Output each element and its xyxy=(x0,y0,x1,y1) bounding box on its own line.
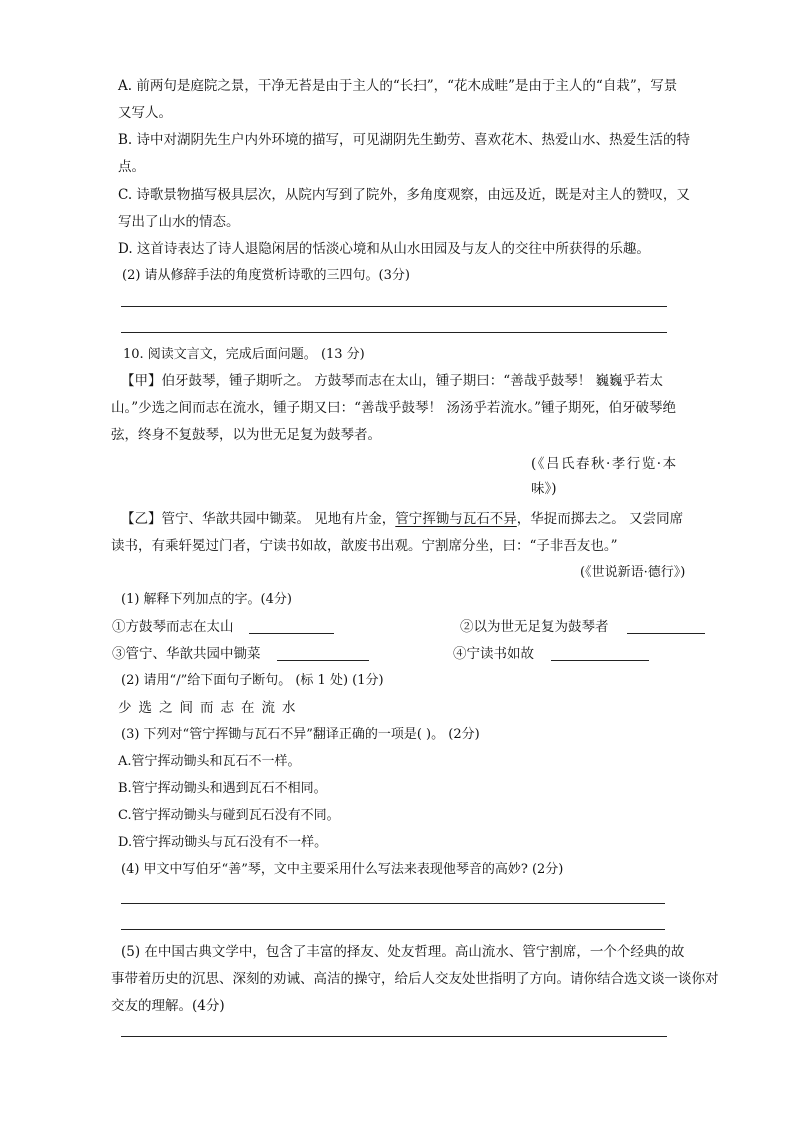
jia-line3: 弦，终身不复鼓琴，以为世无足复为鼓琴者。 xyxy=(111,427,381,443)
yi-line1 xyxy=(121,510,683,528)
option-a-line2: 又写人。 xyxy=(118,105,172,121)
sub2-sentence: 少选之间而志在流水 xyxy=(118,700,303,716)
sub5-line3: 交友的理解。(4分) xyxy=(111,998,225,1014)
answer-line[interactable] xyxy=(121,903,665,904)
answer-line[interactable] xyxy=(121,332,667,333)
jia-line2: 山。”少选之间而志在流水，锺子期又曰：“善哉乎鼓琴！ 汤汤乎若流水。”锺子期死，伯牙破琴绝 xyxy=(111,400,676,416)
sub1-prompt: (1) 解释下列加点的字。(4分) xyxy=(121,592,292,607)
sub3-prompt: (3) 下列对“管宁挥锄与瓦石不异”翻译正确的一项是( )。 (2分) xyxy=(121,727,480,742)
yi-source: (《世说新语·德行》) xyxy=(580,565,686,580)
option-b-line2: 点。 xyxy=(118,159,145,175)
yi-underlined-phrase: 管宁挥锄与瓦石不异 xyxy=(395,511,517,527)
sub3-option-a[interactable]: A.管宁挥动锄头和瓦石不一样。 xyxy=(118,754,301,769)
option-c-line1: C. 诗歌景物描写极具层次，从院内写到了院外，多角度观察，由远及近，既是对主人的赞叹，又 xyxy=(118,187,690,203)
sub1-item1: ①方鼓琴而志在太山 xyxy=(112,619,234,635)
jia-line1: 【甲】伯牙鼓琴，锺子期听之。 方鼓琴而志在太山，锺子期曰：“善哉乎鼓琴！ 巍巍乎若太 xyxy=(121,373,663,389)
jia-source-line2: 味》) xyxy=(531,481,557,497)
sub1-item2-blank[interactable] xyxy=(627,633,705,634)
sub1-item2: ②以为世无足复为鼓琴者 xyxy=(460,619,609,635)
answer-line[interactable] xyxy=(121,929,665,930)
yi-line1-pre: 【乙】管宁、华歆共园中锄菜。 见地有片金， xyxy=(121,511,396,527)
sub1-item3-blank[interactable] xyxy=(277,660,369,661)
sub3-option-c[interactable]: C.管宁挥动锄头与碰到瓦石没有不同。 xyxy=(118,808,340,823)
option-d-line1: D. 这首诗表达了诗人退隐闲居的恬淡心境和从山水田园及与友人的交往中所获得的乐趣。 xyxy=(118,241,650,257)
answer-line[interactable] xyxy=(121,1036,667,1037)
jia-source-line1: (《吕氏春秋·孝行览·本 xyxy=(531,456,678,472)
option-a-line1: A. 前两句是庭院之景，干净无苔是由于主人的“长扫”，“花木成畦”是由于主人的“自栽”，写景 xyxy=(118,78,678,94)
sub5-line1: (5) 在中国古典文学中，包含了丰富的择友、处友哲理。高山流水、管宁割席，一个个经典的故 xyxy=(121,944,685,960)
option-c-line2: 写出了山水的情态。 xyxy=(118,214,240,230)
sub1-item4-blank[interactable] xyxy=(551,660,649,661)
sub1-item4: ④宁读书如故 xyxy=(453,646,534,662)
sub1-item3: ③管宁、华歆共园中锄菜 xyxy=(112,646,261,662)
answer-line[interactable] xyxy=(121,306,667,307)
option-b-line1: B. 诗中对湖阴先生户内外环境的描写，可见湖阴先生勤劳、喜欢花木、热爱山水、热爱生活的特 xyxy=(118,132,691,148)
sub2-prompt: (2) 请用“/”给下面句子断句。 (标 1 处) (1分) xyxy=(121,673,384,688)
sub1-item1-blank[interactable] xyxy=(249,633,334,634)
sub3-option-b[interactable]: B.管宁挥动锄头和遇到瓦石不相同。 xyxy=(118,781,327,796)
yi-line1-post: ，华捉而掷去之。 又尝同席 xyxy=(516,511,684,527)
q10-title: 10. 阅读文言文，完成后面问题。 (13 分) xyxy=(123,347,365,362)
sub5-line2: 事带着历史的沉思、深刻的劝诫、高洁的操守，给后人交友处世指明了方向。请你结合选文谈一谈你对 xyxy=(111,971,719,987)
sub3-option-d[interactable]: D.管宁挥动锄头与瓦石没有不一样。 xyxy=(118,835,328,850)
yi-line2: 读书，有乘轩冕过门者，宁读书如故，歆废书出观。宁割席分坐，曰：“子非吾友也。” xyxy=(111,538,618,554)
q9-sub2-prompt: (2) 请从修辞手法的角度赏析诗歌的三四句。(3分) xyxy=(122,268,410,283)
sub4-prompt: (4) 甲文中写伯牙“善”琴，文中主要采用什么写法来表现他琴音的高妙? (2分) xyxy=(121,862,564,877)
